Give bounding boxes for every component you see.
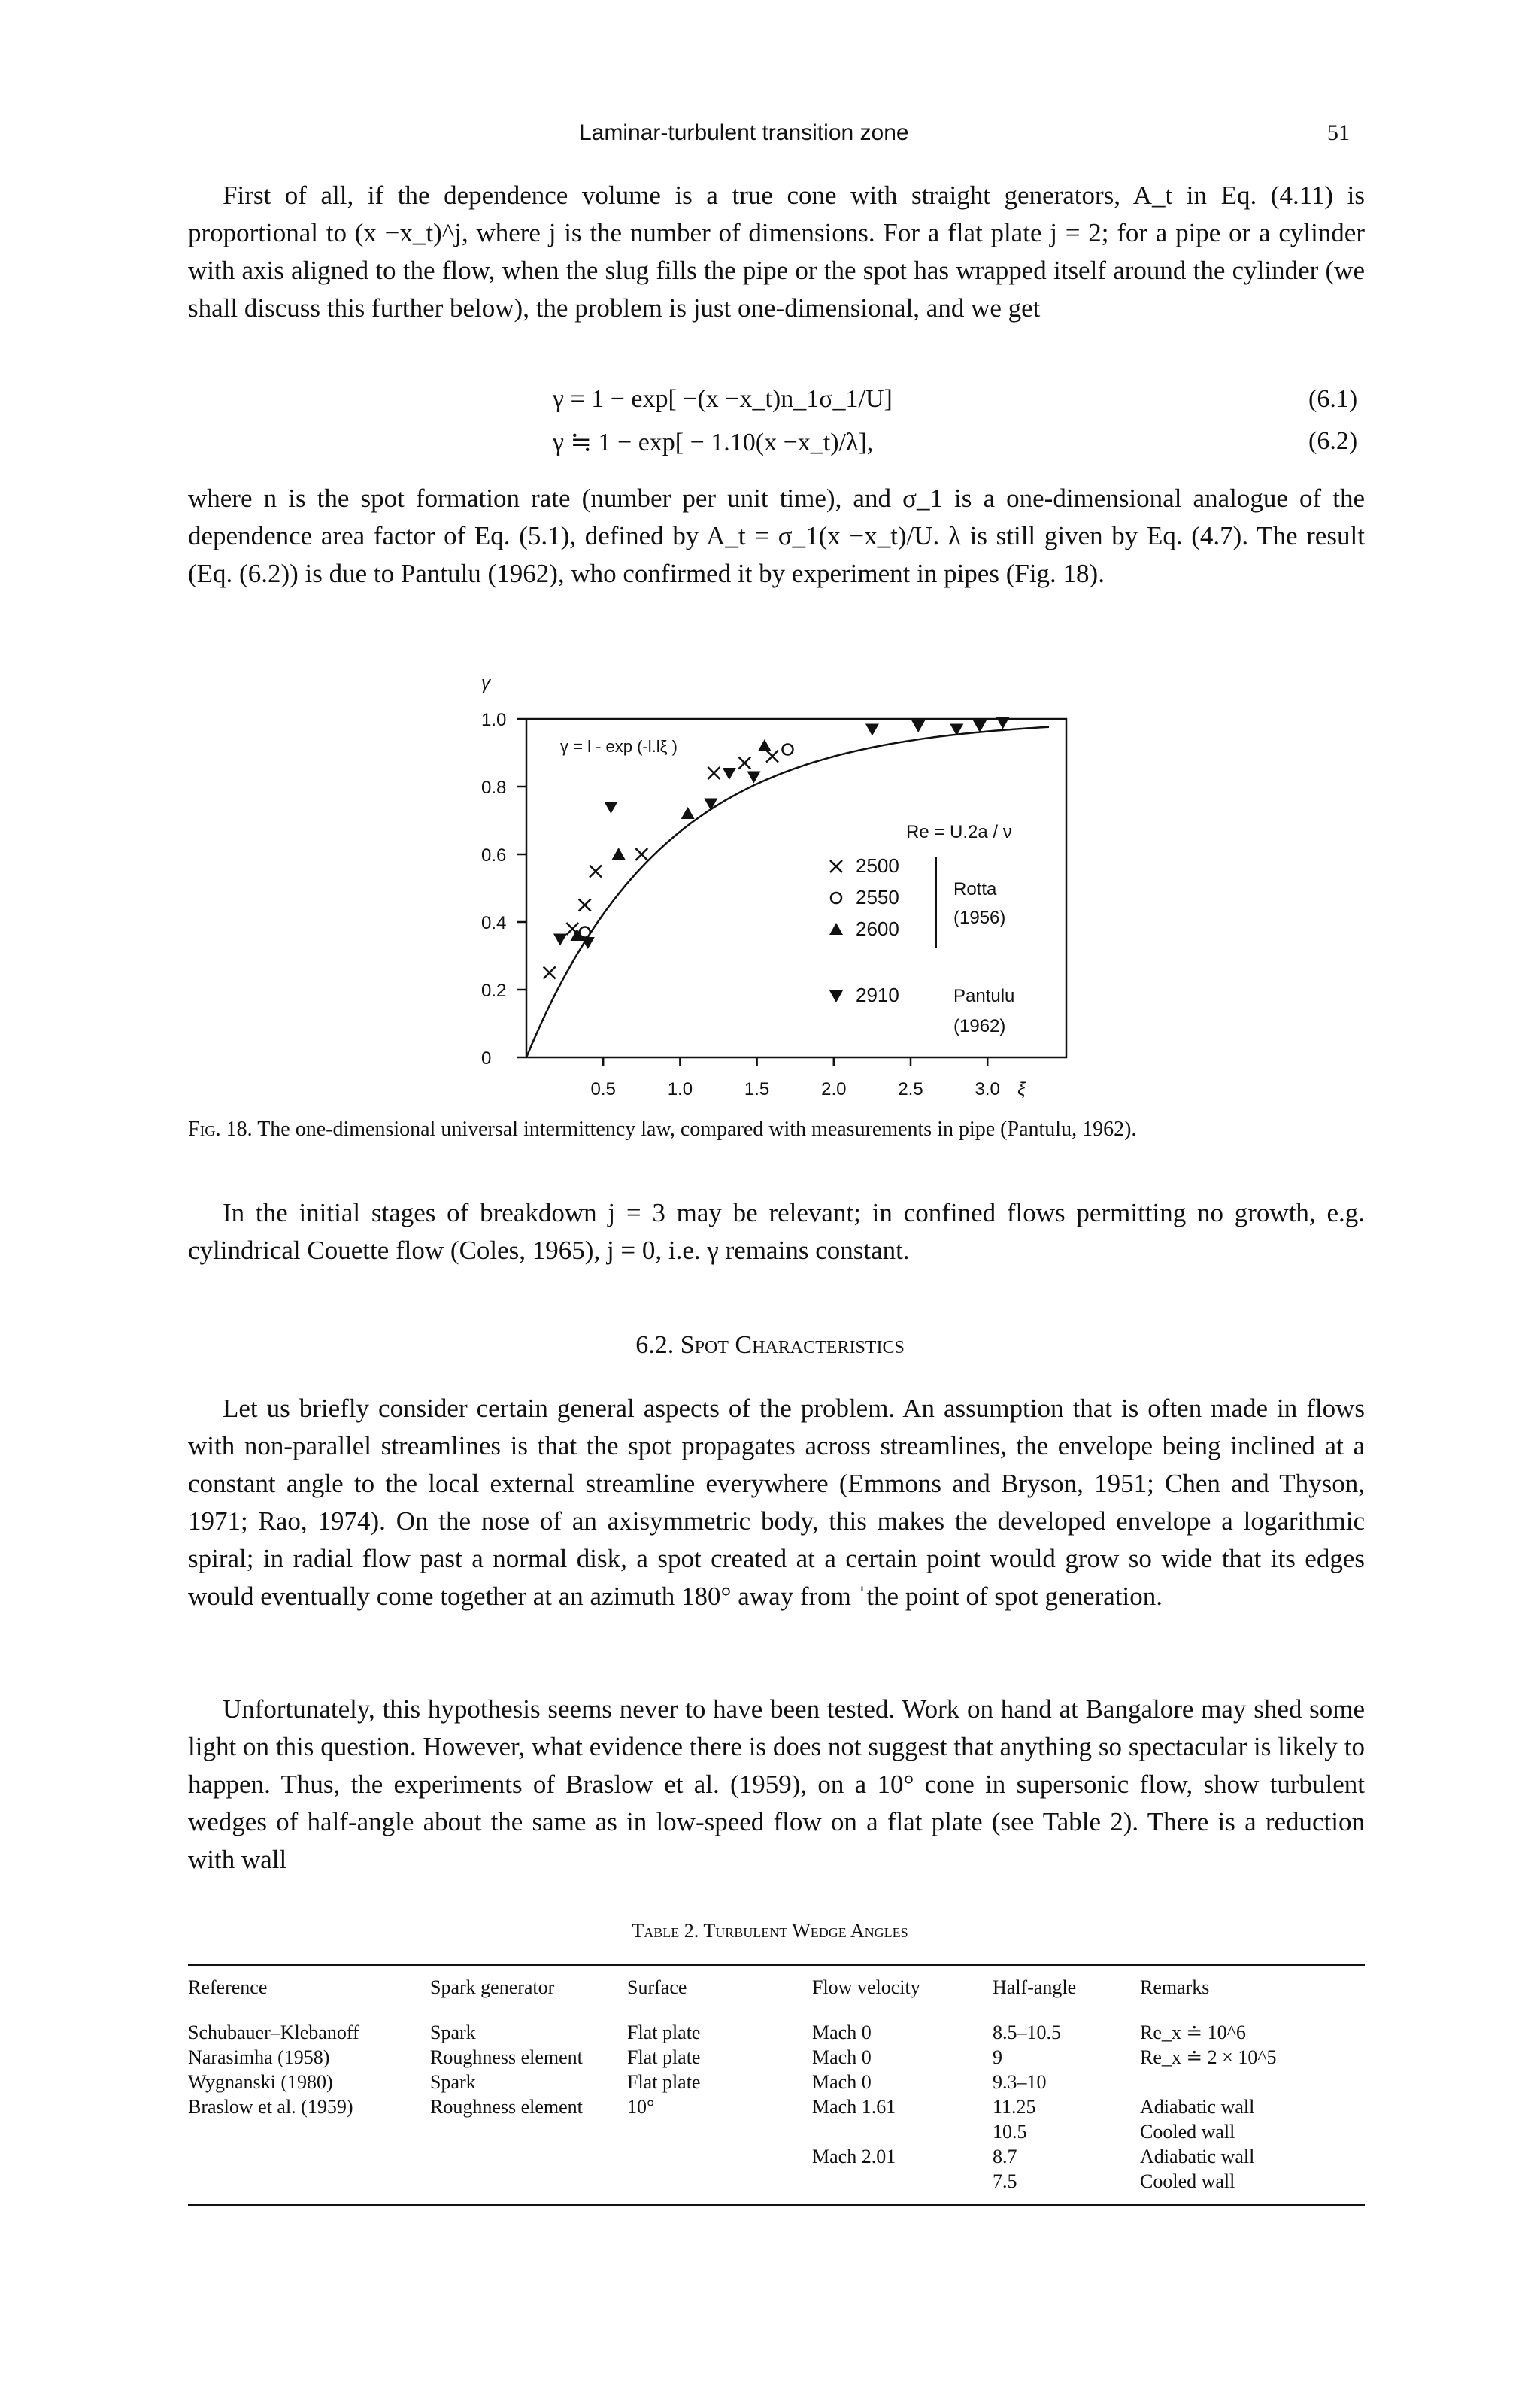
curve-label: γ = l - exp (-l.lξ ) bbox=[560, 737, 678, 756]
data-point-2600 bbox=[612, 848, 626, 860]
equation-6-2: γ ≒ 1 − exp[ − 1.10(x −x_t)/λ], bbox=[553, 429, 874, 456]
table-row bbox=[188, 2070, 1365, 2094]
table-cell bbox=[627, 2119, 812, 2144]
table-cell: Mach 0 bbox=[812, 2071, 872, 2093]
paragraph-2: where n is the spot formation rate (number per unit time), and σ_1 is a one-dimensional analogue of the dependence area factor of Eq. (5.1), defined by A_t = σ_1(x −x_t)/U. λ is still given by Eq. (4.7). The result (Eq. (6.2)) is due to Pantulu (1962), who confirmed it by experiment in pipes (Fig. 18). bbox=[188, 484, 1365, 588]
table-cell: 10° bbox=[627, 2096, 655, 2118]
data-point-2910 bbox=[604, 802, 617, 814]
legend-group-2-text: (1962) bbox=[953, 1016, 1006, 1036]
table-header-row bbox=[188, 1965, 1365, 2009]
paragraph-5: Unfortunately, this hypothesis seems never to have been tested. Work on hand at Bangalore may shed some light on this question. However, what evidence there is does not suggest that anything so spectacular is likely to happen. Thus, the experiments of Braslow et al. (1959), on a 10° cone in supersonic flow, show turbulent wedges of half-angle about the same as in low-speed flow on a flat plate (see Table 2). There is a reduction with wall bbox=[188, 1694, 1365, 1874]
data-point-2550 bbox=[782, 745, 793, 755]
equation-6-1: γ = 1 − exp[ −(x −x_t)n_1σ_1/U] bbox=[553, 385, 893, 413]
equation-number-6-1: (6.1) bbox=[1308, 385, 1358, 413]
data-point-2910 bbox=[911, 720, 925, 732]
table-row bbox=[188, 2144, 1365, 2169]
table-header-cell: Reference bbox=[188, 1965, 430, 2009]
data-point-2910 bbox=[865, 724, 879, 736]
table-cell: Mach 2.01 bbox=[812, 2146, 896, 2167]
table-cell bbox=[812, 2169, 993, 2205]
table-cell: Spark bbox=[430, 2021, 476, 2043]
data-point-2910 bbox=[553, 934, 567, 946]
x-tick-label: 1.5 bbox=[744, 1079, 770, 1099]
legend-group-1-text: Rotta bbox=[953, 879, 997, 899]
table-body bbox=[188, 2009, 1365, 2206]
section-title: Spot Characteristics bbox=[680, 1331, 905, 1359]
legend-label: 2910 bbox=[856, 984, 899, 1006]
table-row bbox=[188, 2119, 1365, 2144]
page-number: 51 bbox=[1327, 120, 1350, 145]
table-row bbox=[188, 2045, 1365, 2070]
data-point-2910 bbox=[704, 799, 717, 811]
table-cell bbox=[188, 2119, 430, 2144]
figure-caption-label: Fig. 18. bbox=[188, 1118, 253, 1141]
table-row bbox=[188, 2009, 1365, 2046]
legend-label: 2600 bbox=[856, 917, 899, 940]
x-tick-label: 0.5 bbox=[590, 1079, 616, 1099]
data-point-2550 bbox=[580, 927, 590, 938]
table-cell bbox=[188, 2169, 430, 2205]
legend-title: Re = U.2a / ν bbox=[906, 822, 1012, 842]
table-cell: 9.3–10 bbox=[993, 2071, 1047, 2093]
data-point-2910 bbox=[973, 720, 987, 732]
y-tick-label: 0.6 bbox=[481, 845, 507, 866]
table-cell: 8.7 bbox=[993, 2146, 1017, 2167]
table-header-cell: Surface bbox=[627, 1965, 812, 2009]
table-cell: Adiabatic wall bbox=[1140, 2096, 1255, 2118]
equation-number-6-2: (6.2) bbox=[1308, 427, 1358, 455]
paragraph-4: Let us briefly consider certain general aspects of the problem. An assumption that is often made in flows with non-parallel streamlines is that the spot propagates across streamlines, the envelope being inclined at a constant angle to the local external streamline everywhere (Emmons and Bryson, 1951; Chen and Thyson, 1971; Rao, 1974). On the nose of an axisymmetric body, this makes the developed envelope a logarithmic spiral; in radial flow past a normal disk, a spot created at a certain point would grow so wide that its edges would eventually come together at an azimuth 180° away from ˈthe point of spot generation. bbox=[188, 1394, 1365, 1611]
table-cell: Schubauer–Klebanoff bbox=[188, 2021, 359, 2043]
table-cell bbox=[430, 2119, 627, 2144]
data-point-2500 bbox=[635, 848, 647, 860]
data-point-2600 bbox=[681, 807, 695, 819]
data-point-2500 bbox=[544, 967, 556, 979]
table-cell: Cooled wall bbox=[1140, 2121, 1235, 2143]
table-row bbox=[188, 2094, 1365, 2119]
figure-caption-text: The one-dimensional universal intermittency law, compared with measurements in pipe (Pantulu, 1962). bbox=[257, 1118, 1137, 1141]
table-header-cell: Spark generator bbox=[430, 1965, 627, 2009]
x-tick-label: 1.0 bbox=[667, 1079, 693, 1099]
x-tick-label: 3.0 bbox=[975, 1079, 1000, 1099]
data-point-2500 bbox=[590, 866, 602, 878]
table-title: Table 2. Turbulent Wedge Angles bbox=[632, 1920, 908, 1942]
table-cell: Spark bbox=[430, 2071, 476, 2093]
table-header-cell: Half-angle bbox=[993, 1965, 1140, 2009]
table-cell bbox=[627, 2169, 812, 2205]
data-point-2500 bbox=[579, 899, 591, 911]
table-cell: 10.5 bbox=[993, 2121, 1027, 2143]
y-tick-label: 0.8 bbox=[481, 778, 507, 798]
data-point-2500 bbox=[766, 751, 778, 763]
x-axis-label: ξ bbox=[1017, 1079, 1026, 1099]
table-row bbox=[188, 2169, 1365, 2205]
table-cell: Braslow et al. (1959) bbox=[188, 2096, 353, 2118]
data-point-2500 bbox=[708, 767, 720, 779]
legend-marker bbox=[829, 923, 843, 935]
x-tick-label: 2.5 bbox=[898, 1079, 923, 1099]
table-cell: 8.5–10.5 bbox=[993, 2021, 1061, 2043]
table-cell: 9 bbox=[993, 2046, 1002, 2068]
y-tick-label: 0.2 bbox=[481, 981, 507, 1001]
turbulent-wedge-table bbox=[188, 1964, 1365, 2206]
section-number: 6.2. bbox=[635, 1331, 675, 1359]
table-cell bbox=[627, 2144, 812, 2169]
running-header: Laminar-turbulent transition zone bbox=[579, 120, 909, 145]
y-tick-label: 0.4 bbox=[481, 913, 507, 933]
legend-group-1-text: (1956) bbox=[953, 908, 1006, 928]
legend-marker bbox=[830, 860, 842, 872]
table-cell: Roughness element bbox=[430, 2096, 583, 2118]
table-cell: Roughness element bbox=[430, 2046, 583, 2068]
table-cell: Mach 0 bbox=[812, 2021, 872, 2043]
y-tick-label: 0 bbox=[481, 1048, 492, 1069]
table-cell: Flat plate bbox=[627, 2071, 701, 2093]
table-cell bbox=[188, 2144, 430, 2169]
table-cell: Mach 1.61 bbox=[812, 2096, 896, 2118]
table-cell bbox=[1140, 2070, 1365, 2094]
table-cell bbox=[812, 2119, 993, 2144]
data-point-2910 bbox=[747, 772, 761, 784]
legend-group-2-text: Pantulu bbox=[953, 986, 1015, 1006]
table-cell bbox=[430, 2144, 627, 2169]
x-tick-label: 2.0 bbox=[821, 1079, 847, 1099]
table-cell: Mach 0 bbox=[812, 2046, 872, 2068]
table-cell: Cooled wall bbox=[1140, 2169, 1365, 2205]
table-cell: Re_x ≐ 2 × 10^5 bbox=[1140, 2046, 1277, 2068]
section-heading bbox=[0, 1331, 1540, 1360]
table-cell: Narasimha (1958) bbox=[188, 2046, 330, 2068]
table-cell: Flat plate bbox=[627, 2046, 701, 2068]
data-point-2600 bbox=[570, 929, 584, 941]
table-header-cell: Remarks bbox=[1140, 1965, 1365, 2009]
table-cell: Wygnanski (1980) bbox=[188, 2071, 333, 2093]
legend-label: 2550 bbox=[856, 886, 899, 908]
figure-caption bbox=[188, 1118, 1369, 1142]
data-point-2500 bbox=[738, 757, 750, 769]
paragraph-3: In the initial stages of breakdown j = 3 may be relevant; in confined flows permitting no growth, e.g. cylindrical Couette flow (Coles, 1965), j = 0, i.e. γ remains constant. bbox=[188, 1198, 1365, 1265]
paragraph-1: First of all, if the dependence volume is a true cone with straight generators, A_t in Eq. (4.11) is proportional to (x −x_t)^j, where j is the number of dimensions. For a flat plate j = 2; for a pipe or a cylinder with axis aligned to the flow, when the slug fills the pipe or the spot has wrapped itself around the cylinder (we shall discuss this further below), the problem is just one-dimensional, and we get bbox=[188, 180, 1365, 323]
table-cell: Re_x ≐ 10^6 bbox=[1140, 2021, 1246, 2043]
data-point-2910 bbox=[723, 768, 736, 780]
legend-marker bbox=[831, 893, 841, 903]
table-cell: 11.25 bbox=[993, 2096, 1036, 2118]
table-cell: Adiabatic wall bbox=[1140, 2146, 1255, 2167]
table-cell bbox=[430, 2169, 627, 2205]
data-point-2910 bbox=[996, 717, 1010, 729]
legend-label: 2500 bbox=[856, 854, 899, 877]
table-cell: Flat plate bbox=[627, 2021, 701, 2043]
table-header-cell: Flow velocity bbox=[812, 1965, 993, 2009]
y-tick-label: 1.0 bbox=[481, 710, 507, 730]
data-point-2600 bbox=[758, 739, 772, 751]
legend-marker bbox=[829, 990, 843, 1002]
y-axis-label: γ bbox=[481, 673, 490, 693]
table-cell: 7.5 bbox=[993, 2169, 1140, 2205]
